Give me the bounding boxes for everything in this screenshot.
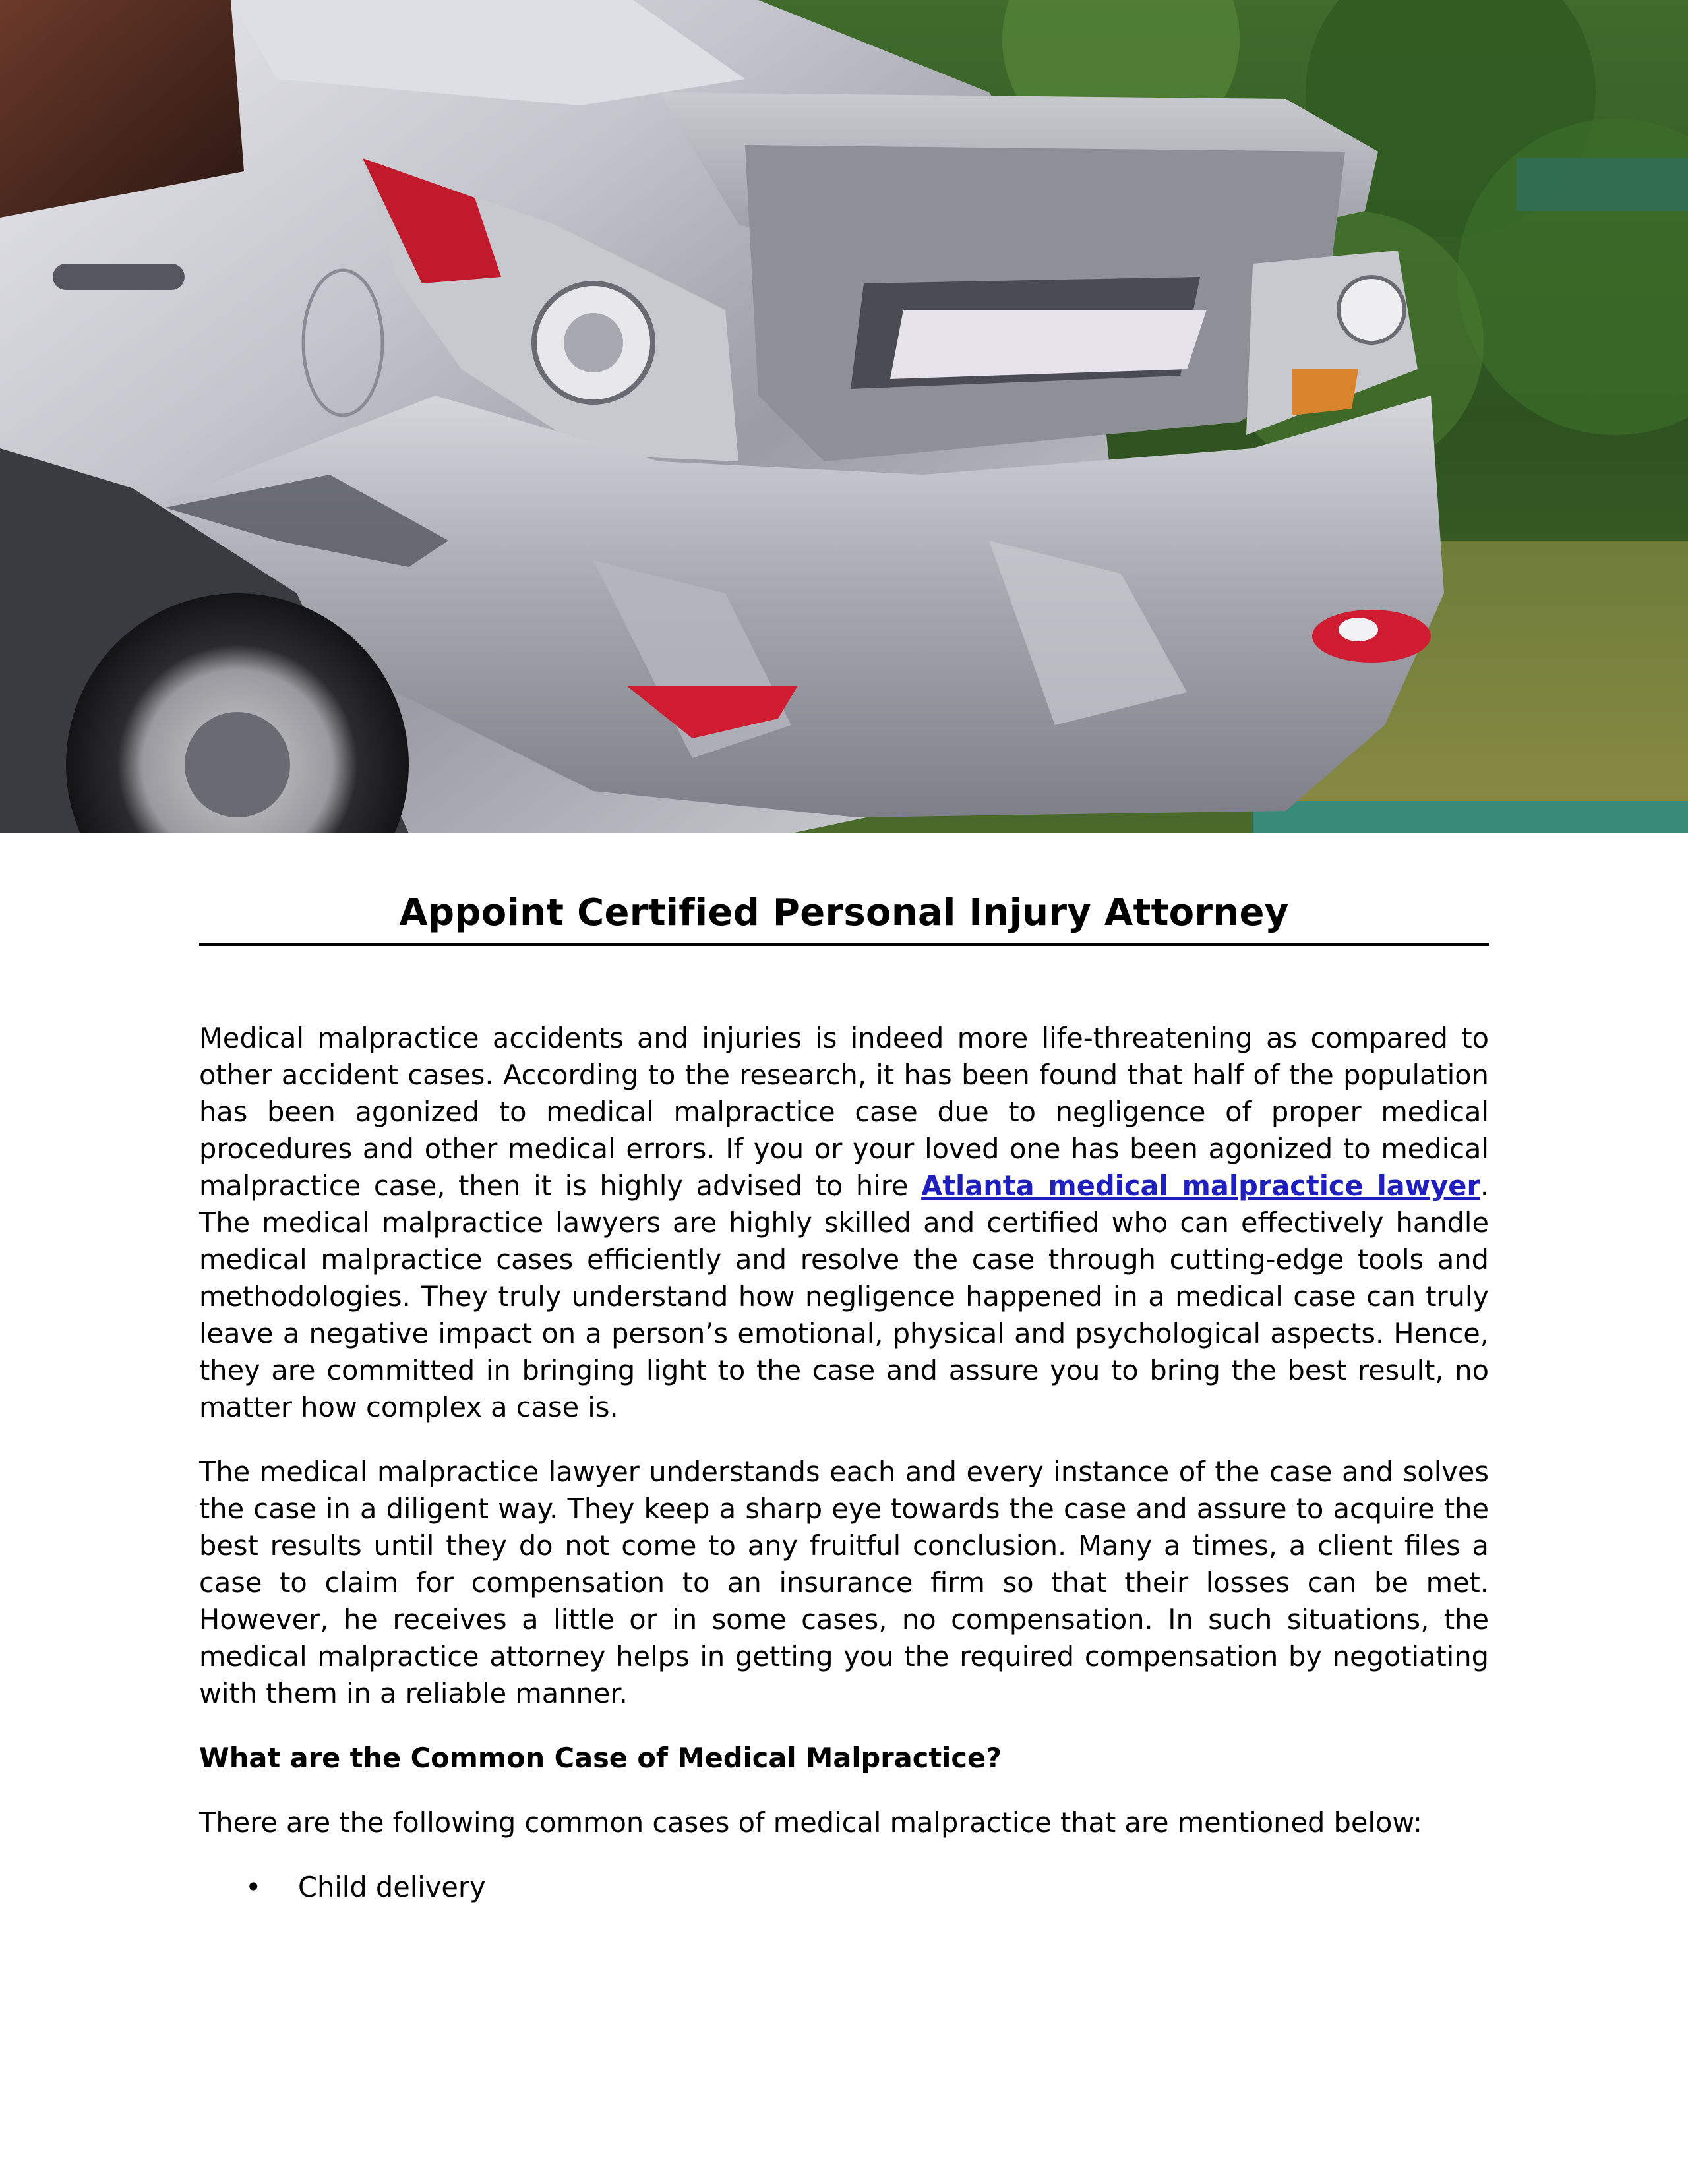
page-title: Appoint Certified Personal Injury Attorney bbox=[399, 891, 1289, 934]
atlanta-lawyer-link[interactable]: Atlanta medical malpractice lawyer bbox=[921, 1169, 1480, 1202]
section-heading-common-cases: What are the Common Case of Medical Malpractice? bbox=[199, 1742, 1002, 1774]
bullet-icon: • bbox=[245, 1871, 262, 1903]
paragraph-intro-text-start: Medical malpractice accidents and injuries is indeed more life-threatening as compared to other accident cases. According to the research, it has been found that half of the population has been agonized to medical malpractice case due to negligence of proper medical procedures and other medical errors. If you or your loved one has been agonized to medical malpractice case, then it is highly advised to hire bbox=[199, 1022, 1489, 1202]
common-cases-list bbox=[199, 1869, 1489, 1906]
list-item bbox=[199, 1869, 1489, 1906]
paragraph-intro-text-end: . The medical malpractice lawyers are highly skilled and certified who can effectively handle medical malpractice cases efficiently and resolve the case through cutting-edge tools and methodologies. They truly understand how negligence happened in a medical case can truly leave a negative impact on a person’s emotional, physical and psychological aspects. Hence, they are committed in bringing light to the case and assure you to bring the best result, no matter how complex a case is. bbox=[199, 1169, 1490, 1423]
hero-image bbox=[0, 0, 1688, 833]
title-underline bbox=[199, 943, 1489, 946]
list-intro: There are the following common cases of medical malpractice that are mentioned below: bbox=[199, 1806, 1422, 1839]
paragraph-intro bbox=[199, 1020, 1489, 1426]
list-item-text: Child delivery bbox=[298, 1871, 486, 1903]
paragraph-lawyer-role: The medical malpractice lawyer understands each and every instance of the case and solves the case in a diligent way. They keep a sharp eye towards the case and assure to acquire the best results until they do not come to any fruitful conclusion. Many a times, a client files a case to claim for compensation to an insurance firm so that their losses can be met. However, he receives a little or in some cases, no compensation. In such situations, the medical malpractice attorney helps in getting you the required compensation by negotiating with them in a reliable manner. bbox=[199, 1456, 1489, 1709]
article bbox=[199, 883, 1489, 1906]
